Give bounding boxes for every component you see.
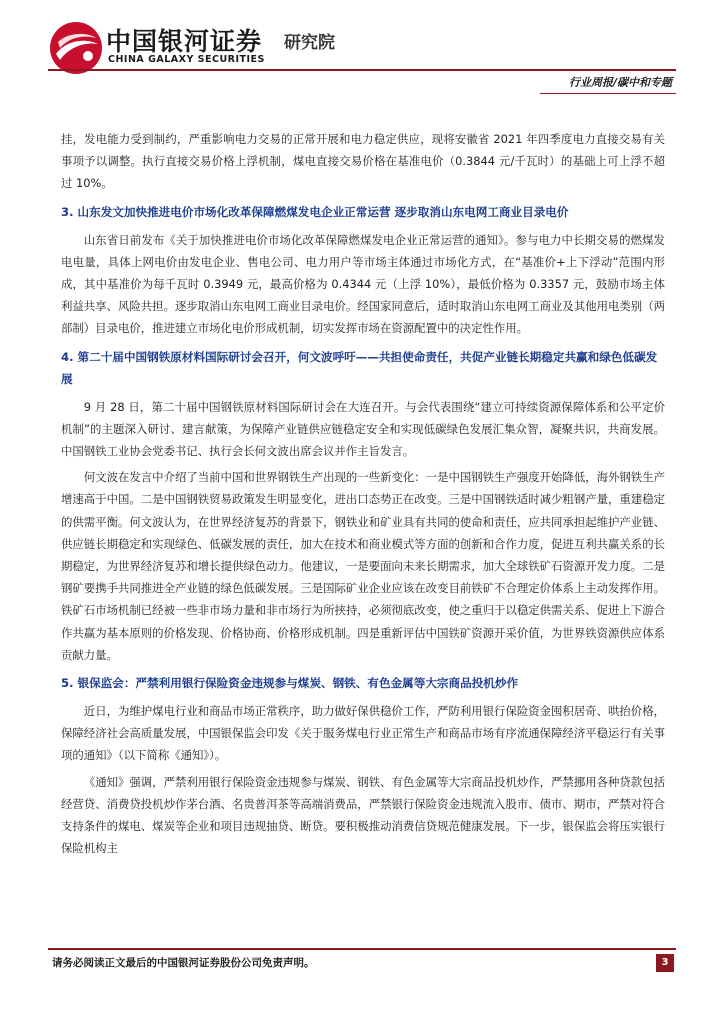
disclaimer-text: 请务必阅读正文最后的中国银河证券股份公司免责声明。 xyxy=(52,957,315,969)
paragraph-5a: 近日，为维护煤电行业和商品市场正常秩序，助力做好保供稳价工作，严防利用银行保险资金囤积居奇、哄抬价格，保障经济社会高质量发展，中国银保监会印发《关于服务煤电行业正常生产和商品市场有序流通保障经济平稳运行有关事项的通知》（以下简称《通知》）。 xyxy=(61,704,665,763)
section-heading-3: 3. 山东发文加快推进电价市场化改革保障燃煤发电企业正常运营 逐步取消山东电网工商业目录电价 xyxy=(61,204,569,219)
paragraph-5b: 《通知》强调，严禁利用银行保险资金违规参与煤炭、钢铁、有色金属等大宗商品投机炒作，严禁挪用各种贷款包括经营贷、消费贷投机炒作茅台酒、名贵普洱茶等高端消费品，严禁银行保险资金违规流入股市、债市、期市，严禁对符合支持条件的煤电、煤炭等企业和项目违规抽贷、断贷。要积极推动消费信贷规范健康发展。下一步，银保监会将压实银行保险机构主 xyxy=(61,774,665,856)
institute-label: 研究院 xyxy=(284,33,335,53)
galaxy-logo-icon xyxy=(48,20,104,76)
paragraph-4a: 9 月 28 日，第二十届中国钢铁原材料国际研讨会在大连召开。与会代表围绕“建立可持续资源保障体系和公平定价机制”的主题深入研讨、建言献策，为保障产业链供应链稳定安全和实现低碳绿色发展汇集众智，凝聚共识，共商发展。中国钢铁工业协会党委书记、执行会长何文波出席会议并作主旨发言。 xyxy=(61,399,665,459)
page-header xyxy=(0,0,724,100)
brand-name-en: CHINA GALAXY SECURITIES xyxy=(108,54,265,65)
header-divider xyxy=(48,69,676,71)
paragraph-3: 山东省日前发布《关于加快推进电价市场化改革保障燃煤发电企业正常运营的通知》。参与电力中长期交易的燃煤发电电量，具体上网电价由发电企业、售电公司、电力用户等市场主体通过市场化方式，在“基准价+上下浮动”范围内形成，其中基准价为每千瓦时 0.3949 元，最高价格为 0.4344 元（上浮 10%），最低价格为 0.3357 元，鼓励市场主体利益共享、风险共担。逐步取消山东电网工商业目录电价。经国家同意后，适时取消山东电网工商业及其他用电类别（两部制）目录电价，推进建立市场化电价形成机制，切实发挥市场在资源配置中的决定性作用。 xyxy=(61,232,665,336)
report-type-label: 行业周报/碳中和专题 xyxy=(568,76,672,89)
main-content xyxy=(61,128,665,863)
brand-name-cn: 中国银河证券 xyxy=(106,27,263,56)
section-heading-4: 4. 第二十届中国钢铁原材料国际研讨会召开，何文波呼吁——共担使命责任，共促产业链长期稳定共赢和绿色低碳发展 xyxy=(61,349,658,386)
report-type-underline xyxy=(540,93,676,94)
company-logo xyxy=(48,20,368,80)
section-heading-5: 5. 银保监会：严禁利用银行保险资金违规参与煤炭、钢铁、有色金属等大宗商品投机炒作 xyxy=(61,676,519,691)
page-footer xyxy=(0,940,724,1024)
footer-divider xyxy=(48,948,676,950)
paragraph-4b: 何文波在发言中介绍了当前中国和世界钢铁生产出现的一些新变化：一是中国钢铁生产强度开始降低，海外钢铁生产增速高于中国。二是中国钢铁贸易政策发生明显变化，进出口态势正在改变。三是中国钢铁适时减少粗钢产量，重建稳定的供需平衡。何文波认为，在世界经济复苏的背景下，钢铁业和矿业具有共同的使命和责任，应共同承担起维护产业链、供应链长期稳定和实现绿色、低碳发展的责任，加大在技术和商业模式等方面的创新和合作力度，促进互利共赢关系的长期稳定，为世界经济复苏和增长提供绿色动力。他建议，一是要面向未来长期需求，加大全球铁矿石资源开发力度。二是钢矿要携手共同推进全产业链的绿色低碳发展。三是国际矿业企业应该在改变目前铁矿不合理定价体系上主动发挥作用。铁矿石市场机制已经被一些非市场力量和非市场行为所挟持，必须彻底改变，使之重归于以稳定供需关系、促进上下游合作共赢为基本原则的价格发现、价格协商、价格形成机制。四是重新评估中国铁矿资源开采价值，为世界铁资源供应体系贡献力量。 xyxy=(61,470,665,662)
paragraph-intro: 挂，发电能力受到制约，严重影响电力交易的正常开展和电力稳定供应，现将安徽省 2021 年四季度电力直接交易有关事项予以调整。执行直接交易价格上浮机制，煤电直接交易价格在基准电价（0.3844 元/千瓦时）的基础上可上浮不超过 10%。 xyxy=(61,132,665,191)
page-number: 3 xyxy=(656,954,674,972)
